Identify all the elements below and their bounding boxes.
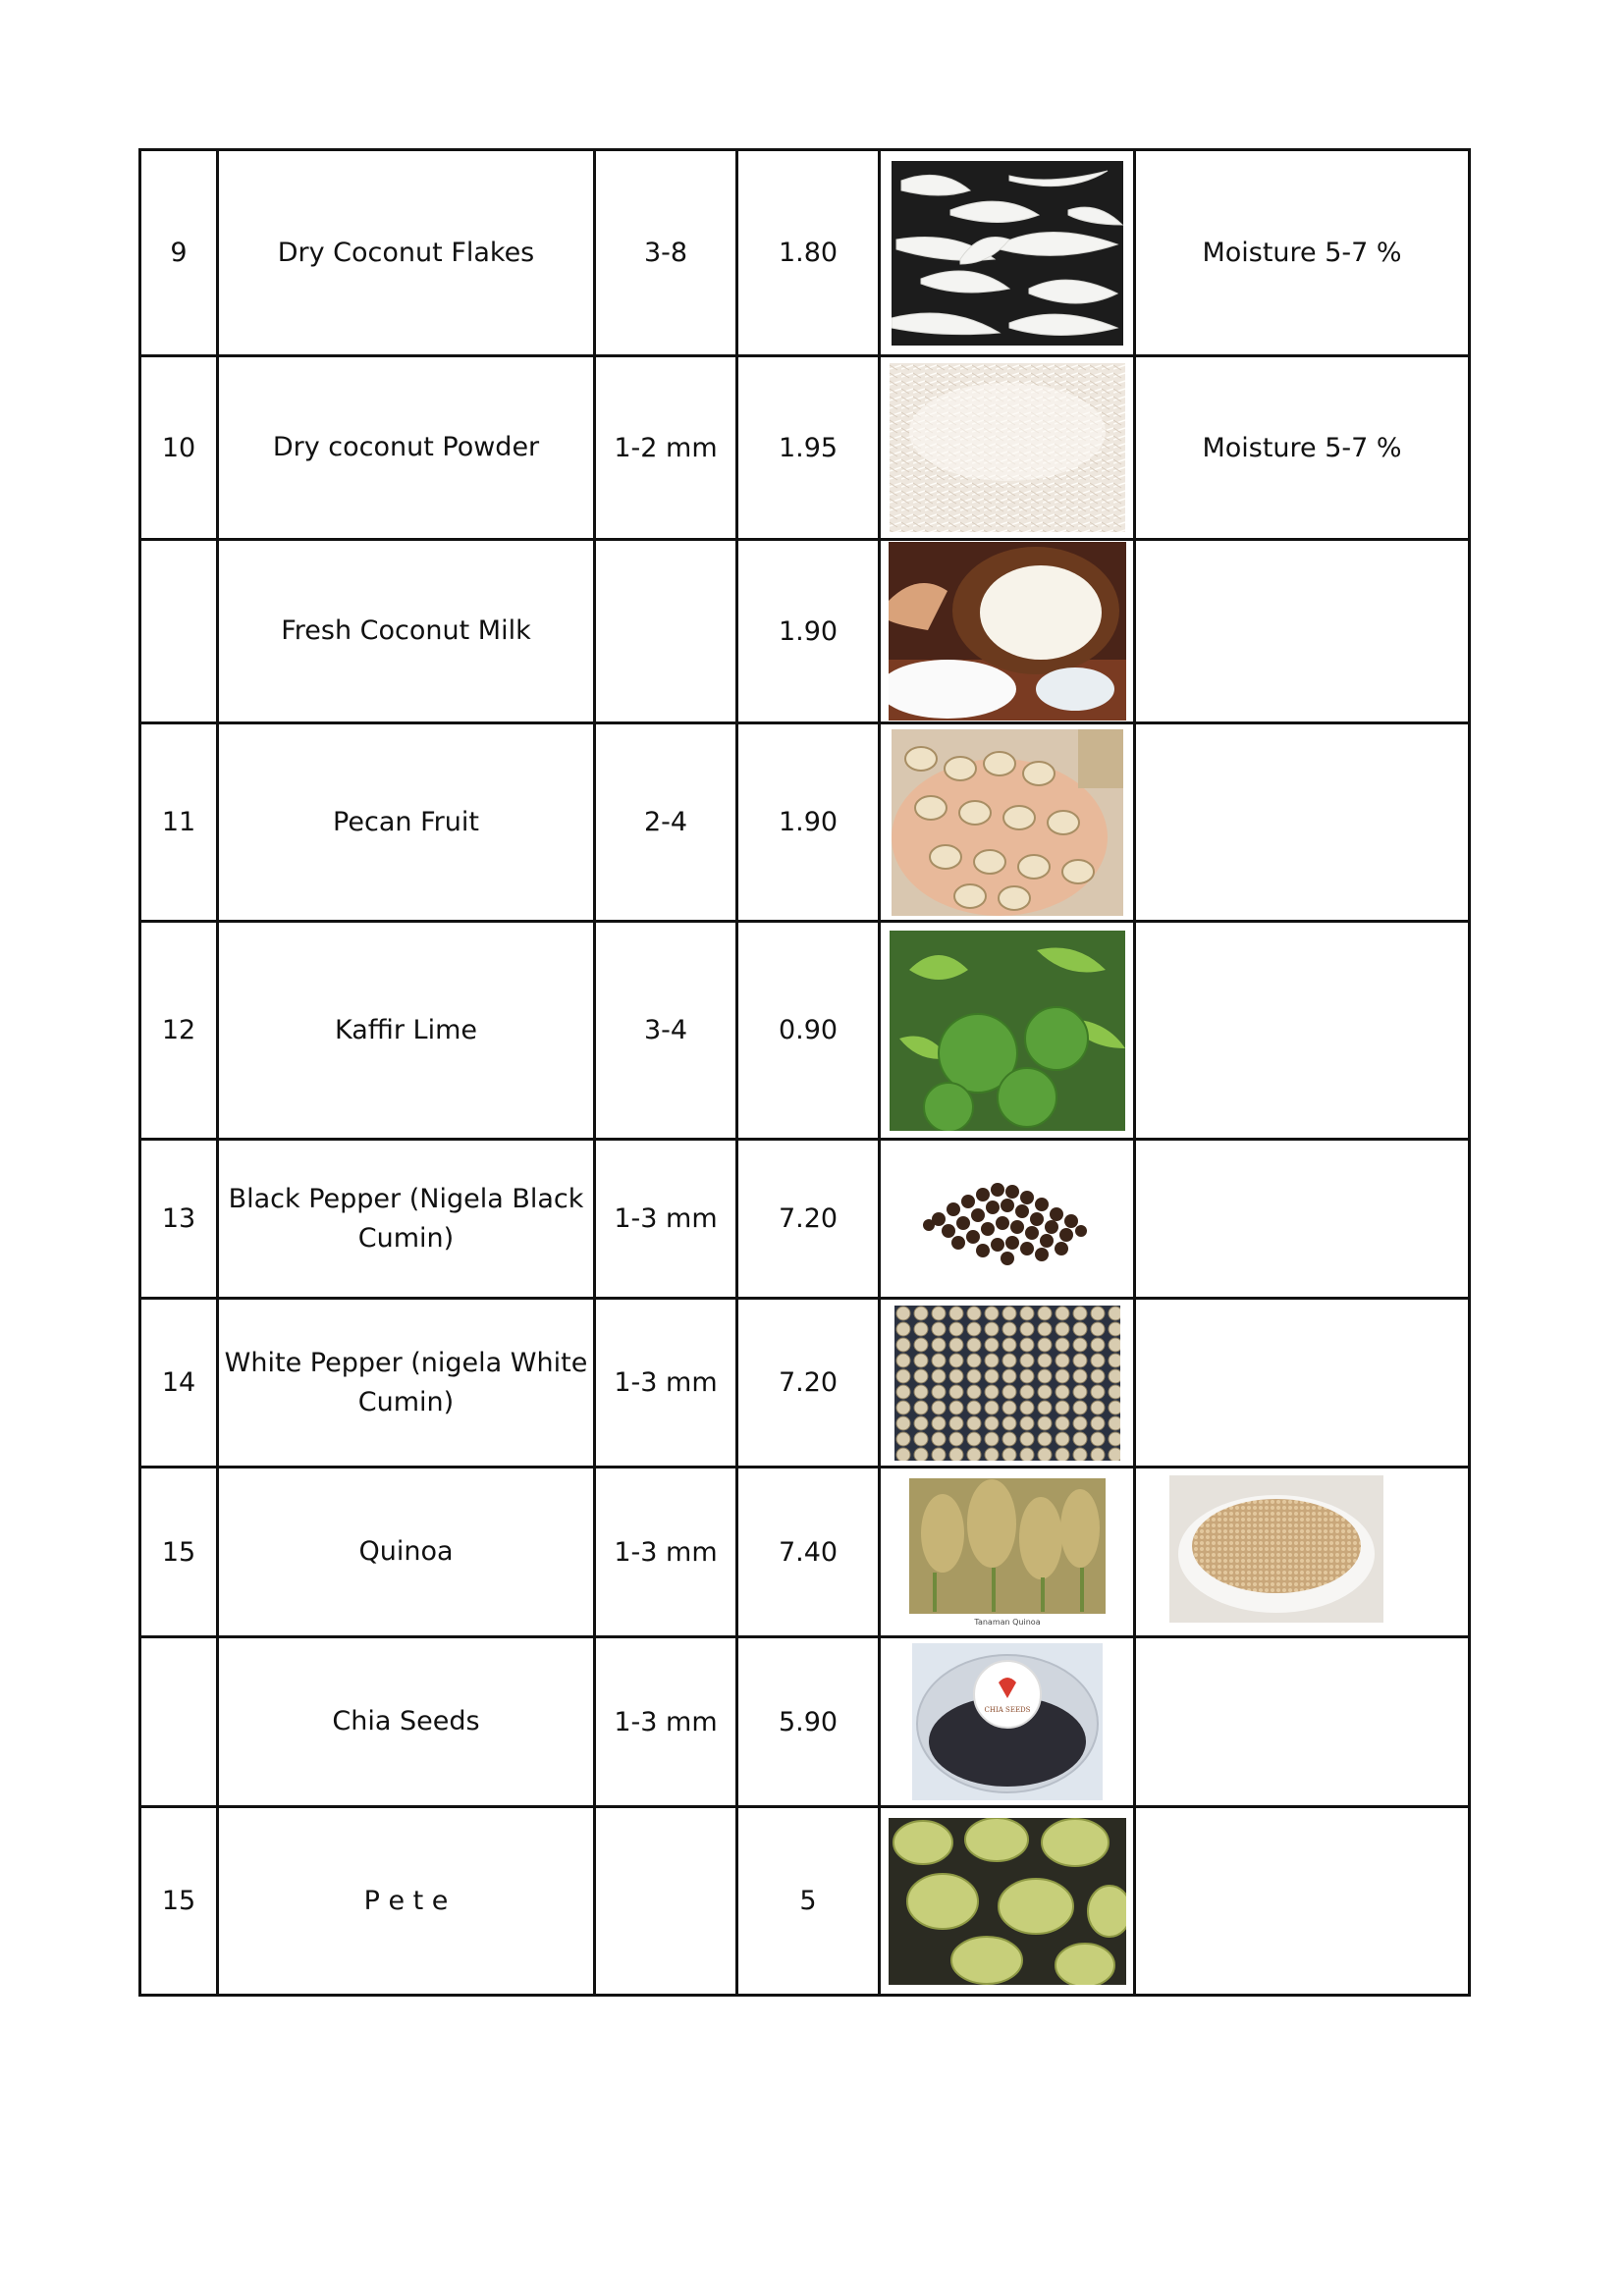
product-size: 1-3 mm — [595, 1299, 737, 1468]
product-name: White Pepper (nigela White Cumin) — [218, 1299, 595, 1468]
product-price: 0.90 — [737, 922, 880, 1140]
product-name: P e t e — [218, 1807, 595, 1996]
product-size: 3-4 — [595, 922, 737, 1140]
pete-beans-image — [889, 1818, 1126, 1985]
product-note — [1135, 723, 1470, 922]
table-row — [140, 922, 1470, 1140]
product-price: 7.40 — [737, 1468, 880, 1637]
product-table — [138, 148, 1471, 1997]
row-number: 12 — [140, 922, 218, 1140]
product-note: Moisture 5-7 % — [1135, 356, 1470, 540]
product-image-cell — [880, 922, 1135, 1140]
quinoa-bowl-image — [1169, 1475, 1383, 1623]
product-name: Pecan Fruit — [218, 723, 595, 922]
product-image-cell — [880, 150, 1135, 356]
product-note — [1135, 1299, 1470, 1468]
white-pepper-image — [894, 1306, 1120, 1461]
product-price: 7.20 — [737, 1299, 880, 1468]
product-size: 1-3 mm — [595, 1140, 737, 1299]
product-image-cell — [880, 1468, 1135, 1637]
row-number — [140, 540, 218, 723]
product-price: 5 — [737, 1807, 880, 1996]
product-price: 1.90 — [737, 540, 880, 723]
chia-seeds-image — [912, 1643, 1103, 1800]
coconut-flakes-image — [892, 161, 1123, 346]
quinoa-image-caption: Tanaman Quinoa — [973, 1618, 1041, 1627]
product-image-cell — [880, 1807, 1135, 1996]
product-size: 3-8 — [595, 150, 737, 356]
table-row — [140, 1807, 1470, 1996]
table-row — [140, 1468, 1470, 1637]
black-pepper-image — [899, 1160, 1115, 1278]
product-note — [1135, 540, 1470, 723]
product-name: Black Pepper (Nigela Black Cumin) — [218, 1140, 595, 1299]
product-image-cell — [880, 1299, 1135, 1468]
product-note — [1135, 1637, 1470, 1807]
product-note — [1135, 922, 1470, 1140]
product-size: 1-3 mm — [595, 1468, 737, 1637]
product-size — [595, 1807, 737, 1996]
table-row — [140, 150, 1470, 356]
row-number: 15 — [140, 1807, 218, 1996]
product-name: Kaffir Lime — [218, 922, 595, 1140]
kaffir-lime-image — [890, 931, 1125, 1131]
product-price: 1.90 — [737, 723, 880, 922]
product-note — [1135, 1140, 1470, 1299]
table-row — [140, 1140, 1470, 1299]
row-number: 14 — [140, 1299, 218, 1468]
product-image-cell — [880, 723, 1135, 922]
product-name: Chia Seeds — [218, 1637, 595, 1807]
product-image-cell — [880, 540, 1135, 723]
product-name: Fresh Coconut Milk — [218, 540, 595, 723]
table-row — [140, 1637, 1470, 1807]
product-image-cell — [880, 1637, 1135, 1807]
coconut-milk-image — [889, 542, 1126, 721]
product-size: 1-2 mm — [595, 356, 737, 540]
row-number: 11 — [140, 723, 218, 922]
product-size: 2-4 — [595, 723, 737, 922]
product-image-cell — [880, 1140, 1135, 1299]
row-number: 15 — [140, 1468, 218, 1637]
product-note — [1135, 1468, 1470, 1637]
product-price: 5.90 — [737, 1637, 880, 1807]
chia-seeds-label: CHIA SEEDS — [984, 1706, 1030, 1714]
coconut-powder-image — [890, 363, 1125, 532]
product-price: 7.20 — [737, 1140, 880, 1299]
quinoa-plant-image — [903, 1474, 1111, 1629]
product-name: Quinoa — [218, 1468, 595, 1637]
table-row — [140, 723, 1470, 922]
table-row — [140, 540, 1470, 723]
product-name: Dry Coconut Flakes — [218, 150, 595, 356]
product-image-cell — [880, 356, 1135, 540]
product-price: 1.80 — [737, 150, 880, 356]
product-name: Dry coconut Powder — [218, 356, 595, 540]
product-note: Moisture 5-7 % — [1135, 150, 1470, 356]
table-row — [140, 1299, 1470, 1468]
row-number — [140, 1637, 218, 1807]
row-number: 10 — [140, 356, 218, 540]
row-number: 13 — [140, 1140, 218, 1299]
table-row — [140, 356, 1470, 540]
row-number: 9 — [140, 150, 218, 356]
pecan-image — [892, 729, 1123, 916]
product-price: 1.95 — [737, 356, 880, 540]
product-size: 1-3 mm — [595, 1637, 737, 1807]
product-size — [595, 540, 737, 723]
product-note — [1135, 1807, 1470, 1996]
